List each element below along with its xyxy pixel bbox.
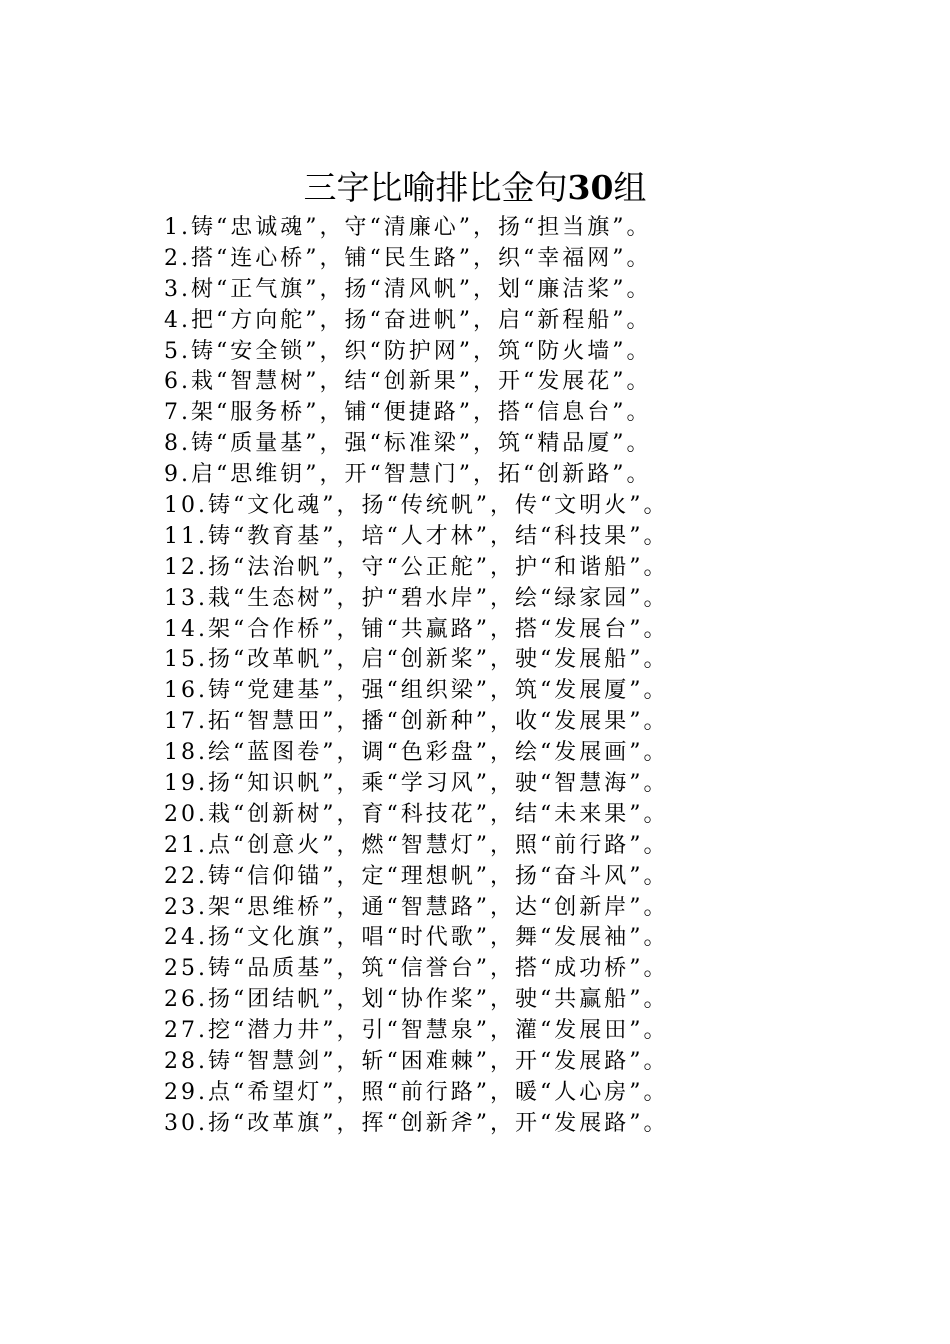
phrase-line-23: 23.架“思维桥”，通“智慧路”，达“创新岸”。 [164,894,669,920]
phrase-line-29: 29.点“希望灯”，照“前行路”，暖“人心房”。 [164,1079,669,1105]
phrase-line-13: 13.栽“生态树”，护“碧水岸”，绘“绿家园”。 [164,585,669,611]
phrase-line-21: 21.点“创意火”，燃“智慧灯”，照“前行路”。 [164,832,669,858]
phrase-line-11: 11.铸“教育基”，培“人才林”，结“科技果”。 [164,523,669,549]
phrase-line-28: 28.铸“智慧剑”，斩“困难棘”，开“发展路”。 [164,1049,669,1075]
phrase-line-18: 18.绘“蓝图卷”，调“色彩盘”，绘“发展画”。 [164,740,669,766]
title-suffix: 组 [613,168,647,207]
phrase-line-4: 4.把“方向舵”，扬“奋进帆”，启“新程船”。 [164,307,652,333]
title-text: 三字比喻排比金句 [303,168,568,207]
phrase-line-7: 7.架“服务桥”，铺“便捷路”，搭“信息台”。 [164,400,652,426]
phrase-line-8: 8.铸“质量基”，强“标准梁”，筑“精品厦”。 [164,431,652,457]
phrase-line-17: 17.拓“智慧田”，播“创新种”，收“发展果”。 [164,709,669,735]
phrase-line-27: 27.挖“潜力井”，引“智慧泉”，灌“发展田”。 [164,1018,669,1044]
phrase-line-24: 24.扬“文化旗”，唱“时代歌”，舞“发展袖”。 [164,925,669,951]
phrase-line-19: 19.扬“知识帆”，乘“学习风”，驶“智慧海”。 [164,771,669,797]
phrase-line-15: 15.扬“改革帆”，启“创新桨”，驶“发展船”。 [164,647,669,673]
page-title [0,166,950,210]
phrase-line-12: 12.扬“法治帆”，守“公正舵”，护“和谐船”。 [164,554,669,580]
phrase-list [164,213,934,1140]
phrase-line-14: 14.架“合作桥”，铺“共赢路”，搭“发展台”。 [164,616,669,642]
phrase-line-10: 10.铸“文化魂”，扬“传统帆”，传“文明火”。 [164,493,669,519]
phrase-line-9: 9.启“思维钥”，开“智慧门”，拓“创新路”。 [164,462,652,488]
title-number: 30 [567,168,614,207]
phrase-line-2: 2.搭“连心桥”，铺“民生路”，织“幸福网”。 [164,245,652,271]
phrase-line-26: 26.扬“团结帆”，划“协作桨”，驶“共赢船”。 [164,987,669,1013]
phrase-line-25: 25.铸“品质基”，筑“信誉台”，搭“成功桥”。 [164,956,669,982]
phrase-line-1: 1.铸“忠诚魂”，守“清廉心”，扬“担当旗”。 [164,215,652,240]
phrase-line-6: 6.栽“智慧树”，结“创新果”，开“发展花”。 [164,369,652,395]
phrase-line-3: 3.树“正气旗”，扬“清风帆”，划“廉洁桨”。 [164,276,652,302]
phrase-line-16: 16.铸“党建基”，强“组织梁”，筑“发展厦”。 [164,678,669,704]
phrase-line-22: 22.铸“信仰锚”，定“理想帆”，扬“奋斗风”。 [164,863,669,889]
phrase-line-20: 20.栽“创新树”，育“科技花”，结“未来果”。 [164,801,669,827]
phrase-line-5: 5.铸“安全锁”，织“防护网”，筑“防火墙”。 [164,338,652,364]
phrase-line-30: 30.扬“改革旗”，挥“创新斧”，开“发展路”。 [164,1110,669,1136]
